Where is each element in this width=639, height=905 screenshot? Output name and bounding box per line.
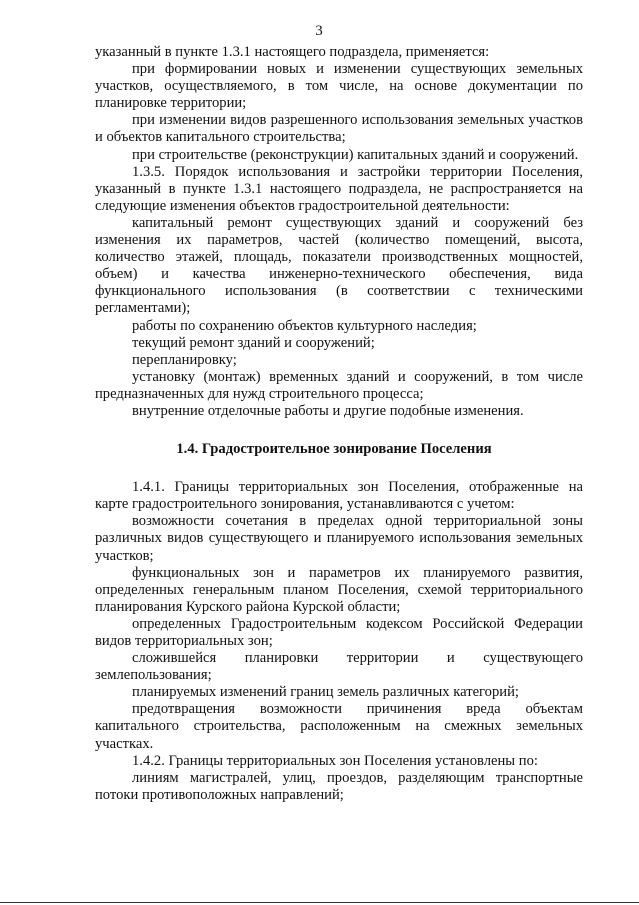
paragraph: капитальный ремонт существующих зданий и сооружений без изменения их параметров, частей (количество помещений, высота, количество этажей, площадь, показатели производственных мощностей, объем) и качества инженерно-технического обеспечения, вида функционального использования (в соответствии с техническими регламентами);	[95, 214, 583, 317]
paragraph: установку (монтаж) временных зданий и сооружений, в том числе предназначенных для нужд строительного процесса;	[95, 368, 583, 402]
paragraph: возможности сочетания в пределах одной территориальной зоны различных видов существующего и планируемого использования земельных участков;	[95, 513, 583, 564]
paragraph: предотвращения возможности причинения вреда объектам капитального строительства, расположенным на смежных земельных участках.	[95, 701, 583, 752]
paragraph: текущий ремонт зданий и сооружений;	[132, 334, 375, 351]
paragraph: при строительстве (реконструкции) капитальных зданий и сооружений.	[132, 146, 579, 163]
paragraph: линиям магистралей, улиц, проездов, разделяющим транспортные потоки противоположных направлений;	[95, 769, 583, 803]
paragraph: определенных Градостроительным кодексом Российской Федерации видов территориальных зон;	[95, 615, 583, 649]
page-number: 3	[315, 23, 323, 39]
paragraph: 1.4.1. Границы территориальных зон Поселения, отображенные на карте градостроительного зонирования, устанавливаются с учетом:	[95, 479, 583, 513]
section-heading: 1.4. Градостроительное зонирование Поселения	[176, 441, 492, 458]
paragraph: при изменении видов разрешенного использования земельных участков и объектов капитального строительства;	[95, 112, 583, 146]
paragraph: планируемых изменений границ земель различных категорий;	[132, 684, 519, 701]
paragraph: функциональных зон и параметров их планируемого развития, определенных генеральным планом Поселения, схемой территориального планирования Курского района Курской области;	[95, 564, 583, 615]
section-1-4-text	[95, 479, 583, 804]
paragraph: 1.3.5. Порядок использования и застройки территории Поселения, указанный в пункте 1.3.1 настоящего подраздела, не распространяется на следующие изменения объектов градостроительной деятельности:	[95, 163, 583, 214]
bottom-edge-line	[0, 902, 639, 903]
paragraph: перепланировку;	[132, 351, 237, 368]
paragraph: 1.4.2. Границы территориальных зон Поселения установлены по:	[132, 752, 538, 769]
paragraph: внутренние отделочные работы и другие подобные изменения.	[132, 402, 524, 419]
paragraph: сложившейся планировки территории и существующего землепользования;	[95, 650, 583, 684]
paragraph: работы по сохранению объектов культурного наследия;	[132, 317, 477, 334]
section-1-3-text	[95, 44, 583, 420]
paragraph: указанный в пункте 1.3.1 настоящего подраздела, применяется:	[95, 44, 490, 60]
paragraph: при формировании новых и изменении существующих земельных участков, осуществляемого, в том числе, на основе документации по планировке территории;	[95, 61, 583, 112]
